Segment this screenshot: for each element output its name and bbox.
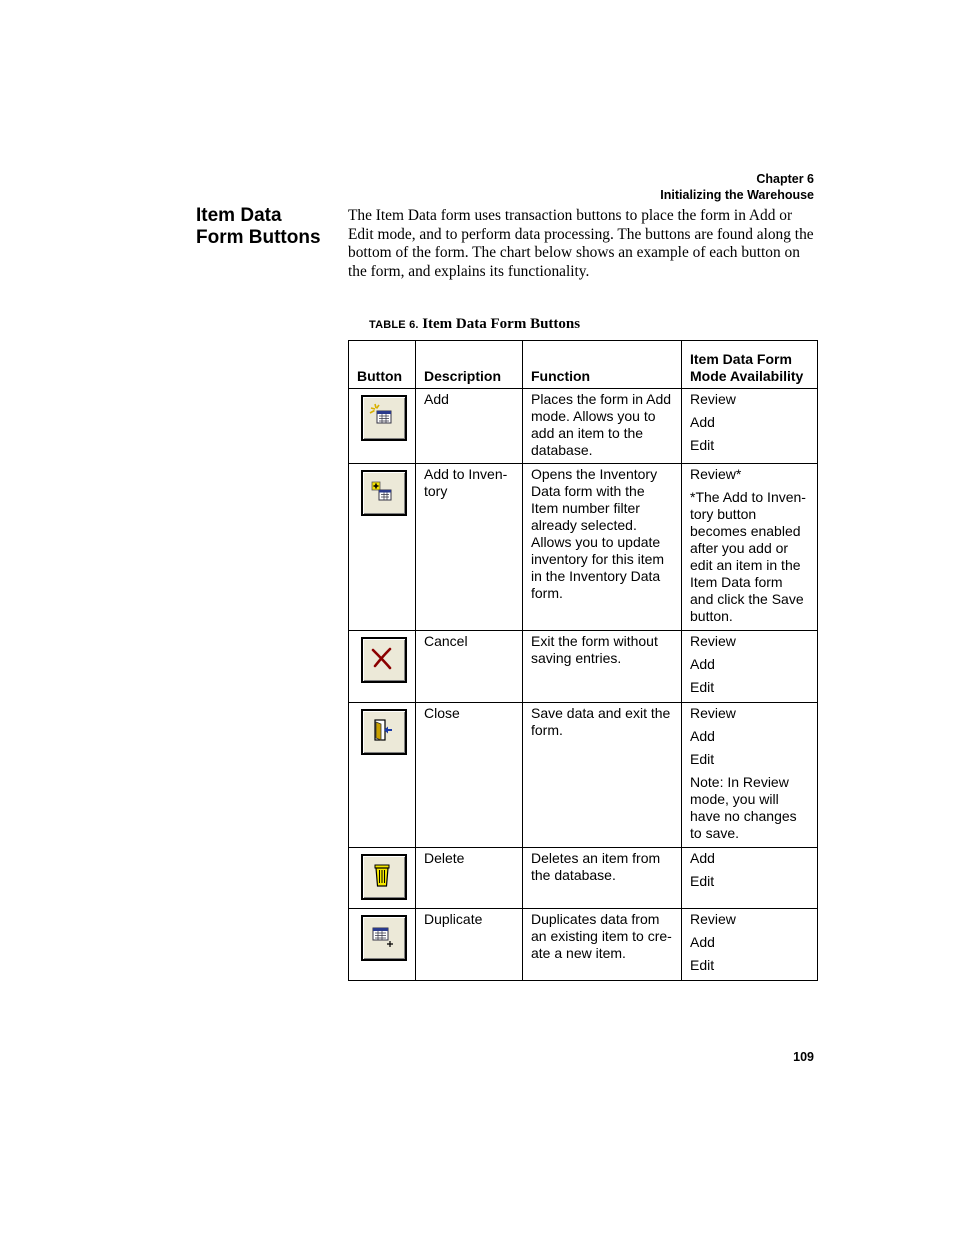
availability-mode: Review (690, 705, 736, 721)
table-caption-title: Item Data Form Buttons (422, 316, 581, 332)
function-cell: Exit the form without saving entries. (523, 631, 682, 703)
col-header-button: Button (349, 341, 416, 389)
description-cell: Add to Inven-tory (416, 464, 523, 631)
running-head (660, 171, 814, 203)
button-cell (349, 389, 416, 464)
table-row (349, 909, 818, 981)
button-cell (349, 909, 416, 981)
availability-cell (682, 464, 818, 631)
table-row (349, 464, 818, 631)
chapter-number: Chapter 6 (756, 172, 814, 186)
function-cell: Opens the Inventory Data form with the Item number filter already selected. Allows you to update inventory for this item in the Inventory Data form. (523, 464, 682, 631)
button-cell (349, 631, 416, 703)
col-header-description: Description (416, 341, 523, 389)
availability-cell (682, 909, 818, 981)
button-cell (349, 703, 416, 848)
description-cell: Delete (416, 848, 523, 909)
section-title (196, 205, 336, 249)
function-cell: Duplicates data from an existing item to cre-ate a new item. (523, 909, 682, 981)
availability-cell (682, 631, 818, 703)
table-row (349, 848, 818, 909)
availability-mode: Add (690, 728, 715, 744)
table-row (349, 631, 818, 703)
add-to-inventory-icon (361, 470, 407, 516)
table-caption-label: TABLE 6. (369, 319, 419, 331)
function-cell: Deletes an item from the database. (523, 848, 682, 909)
availability-mode: Review* (690, 466, 742, 482)
description-cell: Add (416, 389, 523, 464)
availability-note: Note: In Review mode, you will have no changes to save. (690, 774, 797, 841)
availability-mode: Edit (690, 679, 715, 695)
description-cell: Cancel (416, 631, 523, 703)
section-title-line1: Item Data (196, 205, 282, 226)
description-cell: Close (416, 703, 523, 848)
duplicate-record-icon (361, 915, 407, 961)
function-cell: Save data and exit the form. (523, 703, 682, 848)
availability-mode: Add (690, 656, 715, 672)
trash-can-icon (361, 854, 407, 900)
description-cell: Duplicate (416, 909, 523, 981)
page-number: 109 (793, 1050, 814, 1064)
col-header-availability: Item Data Form Mode Availability (682, 341, 818, 389)
button-cell (349, 848, 416, 909)
availability-note: *The Add to Inven-tory button becomes enabled after you add or edit an item in the Item Data form and click the Save button. (690, 489, 806, 624)
availability-cell (682, 703, 818, 848)
availability-mode: Review (690, 911, 736, 927)
add-record-icon (361, 395, 407, 441)
table-row (349, 703, 818, 848)
table-caption (369, 316, 580, 333)
availability-mode: Add (690, 414, 715, 430)
chapter-title: Initializing the Warehouse (660, 188, 814, 202)
availability-mode: Edit (690, 957, 715, 973)
buttons-table (348, 340, 818, 981)
availability-mode: Review (690, 633, 736, 649)
function-cell: Places the form in Add mode. Allows you to add an item to the database. (523, 389, 682, 464)
button-cell (349, 464, 416, 631)
availability-mode: Edit (690, 437, 715, 453)
availability-mode: Add (690, 850, 715, 866)
cancel-x-icon (361, 637, 407, 683)
availability-cell (682, 848, 818, 909)
table-header-row (349, 341, 818, 389)
intro-paragraph: The Item Data form uses transaction buttons to place the form in Add or Edit mode, and to perform data processing. The buttons are found along the bottom of the form. The chart below shows an example of each button on the form, and explains its functionality. (348, 207, 814, 280)
close-door-icon (361, 709, 407, 755)
availability-mode: Add (690, 934, 715, 950)
col-header-function: Function (523, 341, 682, 389)
availability-mode: Edit (690, 873, 715, 889)
availability-cell (682, 389, 818, 464)
table-row (349, 389, 818, 464)
availability-mode: Review (690, 391, 736, 407)
section-title-line2: Form Buttons (196, 227, 321, 248)
availability-mode: Edit (690, 751, 715, 767)
